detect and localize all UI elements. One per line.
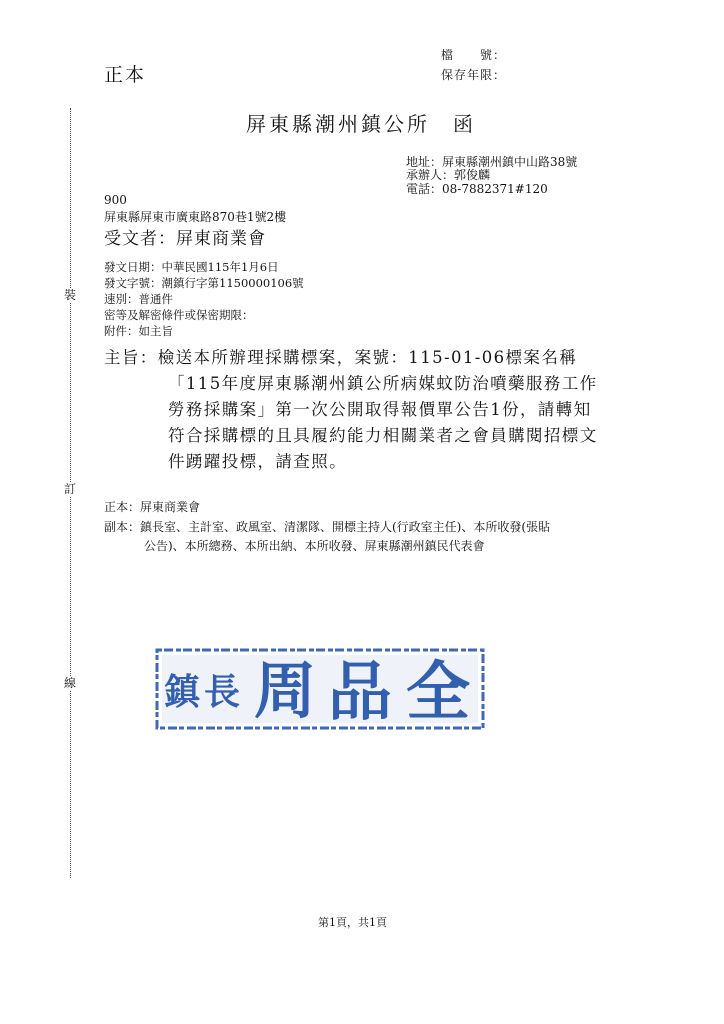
mayor-seal-stamp <box>154 646 486 732</box>
page-number: 第1頁，共1頁 <box>318 916 387 929</box>
subject-line: 件踴躍投標，請查照。 <box>168 452 347 471</box>
subject-line: 勞務採購案」第一次公開取得報價單公告1份，請轉知 <box>168 400 592 419</box>
attachment: 附件：如主旨 <box>104 324 173 338</box>
subject-line: 主旨：檢送本所辦理採購標案，案號：115-01-06標案名稱 <box>104 348 578 367</box>
copy-recipients-continued: 公告)、本所總務、本所出納、本所收發、屏東縣潮州鎮民代表會 <box>144 539 485 553</box>
delivery-speed: 速別：普通件 <box>104 292 173 306</box>
recipient-address: 屏東縣屏東市廣東路870巷1號2樓 <box>104 210 287 224</box>
svg-text:周: 周 <box>254 654 317 727</box>
subject-line: 「115年度屏東縣潮州鎮公所病媒蚊防治噴藥服務工作 <box>168 374 598 393</box>
recipient-zip: 900 <box>104 193 127 207</box>
copy-recipients: 副本：鎮長室、主計室、政風室、清潔隊、開標主持人(行政室主任)、本所收發(張貼 <box>104 520 551 534</box>
seal-graphic <box>154 646 486 732</box>
binding-mark-ding: 訂 <box>63 482 76 496</box>
retention-period-label: 保存年限： <box>441 68 507 82</box>
copy-label: 正本 <box>104 64 147 86</box>
recipient-name: 受文者：屏東商業會 <box>104 229 266 249</box>
sender-handler: 承辦人：郭俊麟 <box>406 168 491 182</box>
svg-text:長: 長 <box>204 671 241 713</box>
subject-line: 符合採購標的且具履約能力相關業者之會員購閱招標文 <box>168 426 598 445</box>
issue-date: 發文日期：中華民國115年1月6日 <box>104 260 279 274</box>
binding-mark-xian: 線 <box>63 676 76 690</box>
sender-phone: 電話：08-7882371#120 <box>406 182 548 196</box>
subject-paragraph <box>104 345 614 475</box>
svg-text:鎮: 鎮 <box>164 671 201 713</box>
file-number-label: 檔 號： <box>441 48 507 62</box>
original-recipient: 正本：屏東商業會 <box>104 500 201 514</box>
binding-mark-zhuang: 裝 <box>63 288 76 302</box>
svg-text:全: 全 <box>406 655 470 730</box>
svg-text:品: 品 <box>328 655 392 730</box>
sender-address: 地址：屏東縣潮州鎮中山路38號 <box>406 155 578 169</box>
document-number: 發文字號：潮鎮行字第1150000106號 <box>104 276 304 290</box>
document-title: 屏東縣潮州鎮公所 函 <box>246 112 476 136</box>
security-level: 密等及解密條件或保密期限： <box>104 308 254 322</box>
